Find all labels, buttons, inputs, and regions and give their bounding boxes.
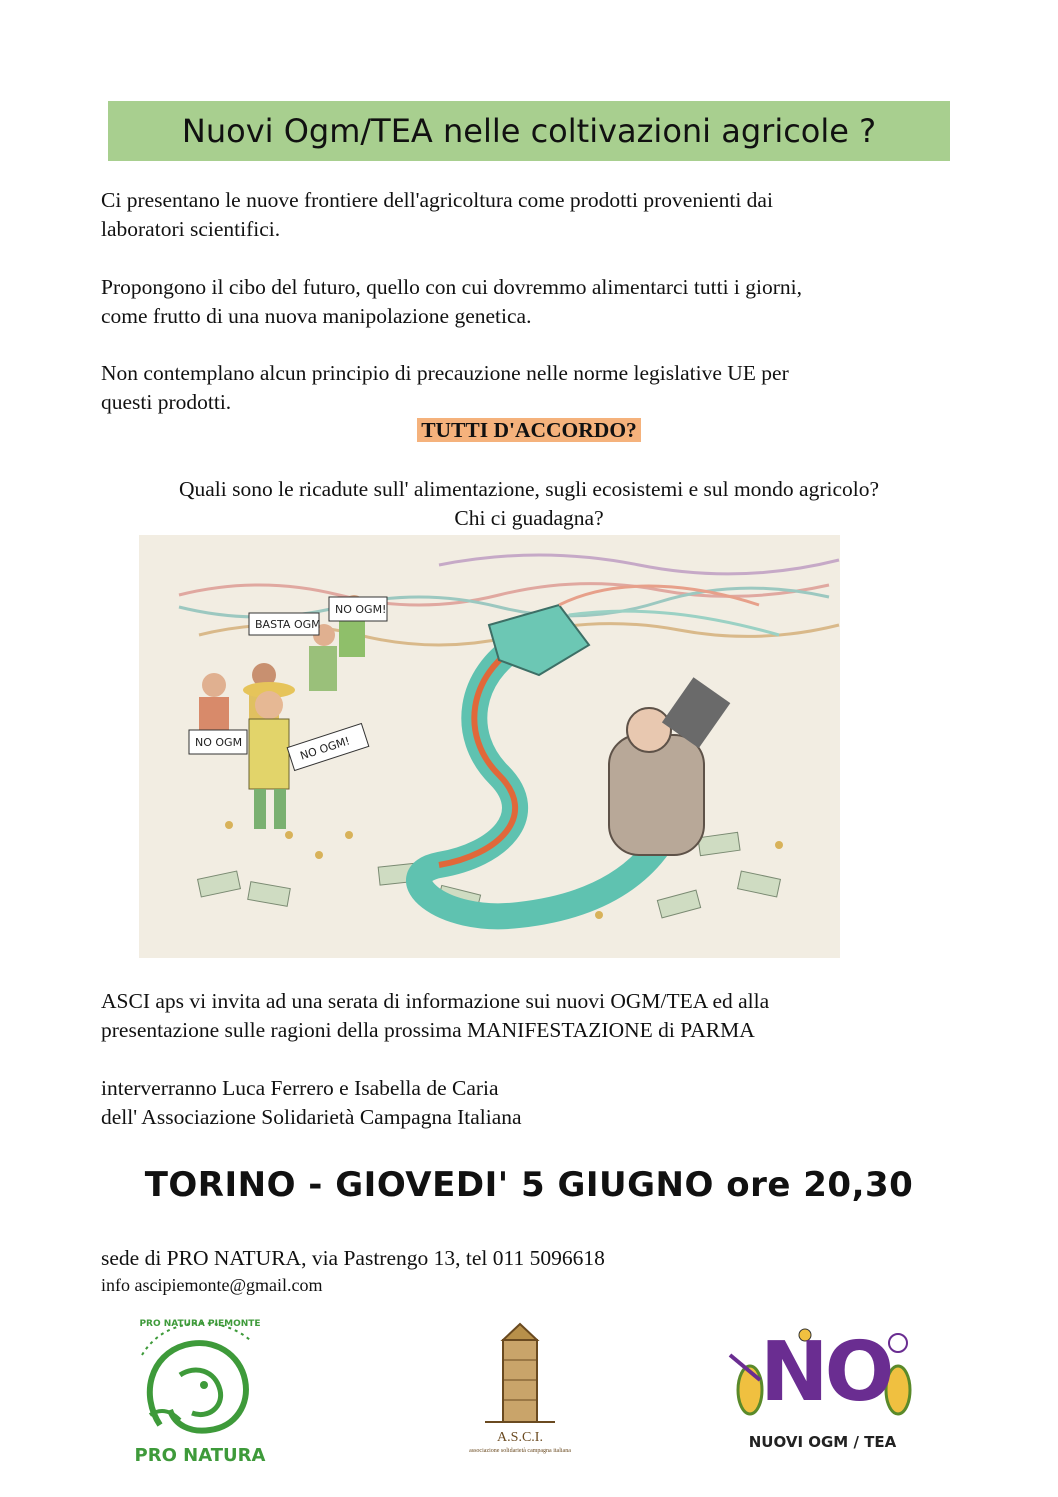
pro-natura-name: PRO NATURA — [134, 1445, 266, 1466]
paragraph-line: laboratori scientifici. — [101, 217, 281, 241]
tower-icon — [445, 1320, 595, 1430]
speakers-line: interverranno Luca Ferrero e Isabella de Caria — [101, 1076, 499, 1100]
question-line: Chi ci guadagna? — [454, 506, 604, 530]
invite-line: presentazione sulle ragioni della prossima MANIFESTAZIONE di PARMA — [101, 1018, 755, 1042]
asci-subtitle: associazione solidarietà campagna italiana — [469, 1448, 571, 1454]
no-big-text: NO — [760, 1325, 891, 1420]
sign-text: NO OGM! — [298, 734, 352, 763]
dragon-head — [489, 586, 779, 675]
event-date-time: TORINO - GIOVEDI' 5 GIUGNO ore 20,30 — [144, 1165, 914, 1205]
paragraph-future-food — [101, 273, 931, 331]
illustration-protest-dragon — [139, 535, 840, 958]
invite-line: ASCI aps vi invita ad una serata di informazione sui nuovi OGM/TEA ed alla — [101, 989, 770, 1013]
questions — [0, 475, 1058, 533]
speakers-text — [101, 1074, 931, 1132]
pro-natura-logo — [120, 1315, 280, 1470]
paragraph-precaution — [101, 359, 931, 417]
sign-text: NO OGM! — [335, 603, 387, 616]
paragraph-line: Ci presentano le nuove frontiere dell'agricoltura come prodotti provenienti dai — [101, 188, 773, 212]
paragraph-line: Propongono il cibo del futuro, quello con cui dovremmo alimentarci tutti i giorni, — [101, 275, 803, 299]
highlight-row — [0, 416, 1058, 445]
asci-logo — [445, 1320, 595, 1465]
no-subtitle: NUOVI OGM / TEA — [748, 1433, 897, 1451]
speakers-line: dell' Associazione Solidarietà Campagna Italiana — [101, 1105, 522, 1129]
businessman — [609, 677, 730, 855]
asci-name: A.S.C.I. — [497, 1430, 543, 1445]
sign-text: NO OGM — [195, 736, 243, 749]
highlight-badge: TUTTI D'ACCORDO? — [417, 418, 641, 442]
paragraph-line: Non contemplano alcun principio di precauzione nelle norme legislative UE per — [101, 361, 789, 385]
illustration-drawing — [139, 535, 840, 958]
invite-text — [101, 987, 931, 1045]
contact-email: info ascipiemonte@gmail.com — [101, 1275, 323, 1295]
sign-text: BASTA OGM — [255, 618, 321, 631]
paragraph-line: questi prodotti. — [101, 390, 232, 414]
venue-text: sede di PRO NATURA, via Pastrengo 13, tel 011 5096618 — [101, 1246, 605, 1270]
squirrel-icon — [120, 1315, 280, 1440]
pro-natura-arc-text: PRO NATURA PIEMONTE — [139, 1319, 261, 1329]
question-line: Quali sono le ricadute sull' alimentazione, sugli ecosistemi e sul mondo agricolo? — [178, 477, 880, 501]
page-title: Nuovi Ogm/TEA nelle coltivazioni agricole ? — [181, 112, 877, 150]
paragraph-line: come frutto di una nuova manipolazione genetica. — [101, 304, 532, 328]
paragraph-intro — [101, 186, 931, 244]
no-ogm-tea-logo — [720, 1325, 925, 1455]
